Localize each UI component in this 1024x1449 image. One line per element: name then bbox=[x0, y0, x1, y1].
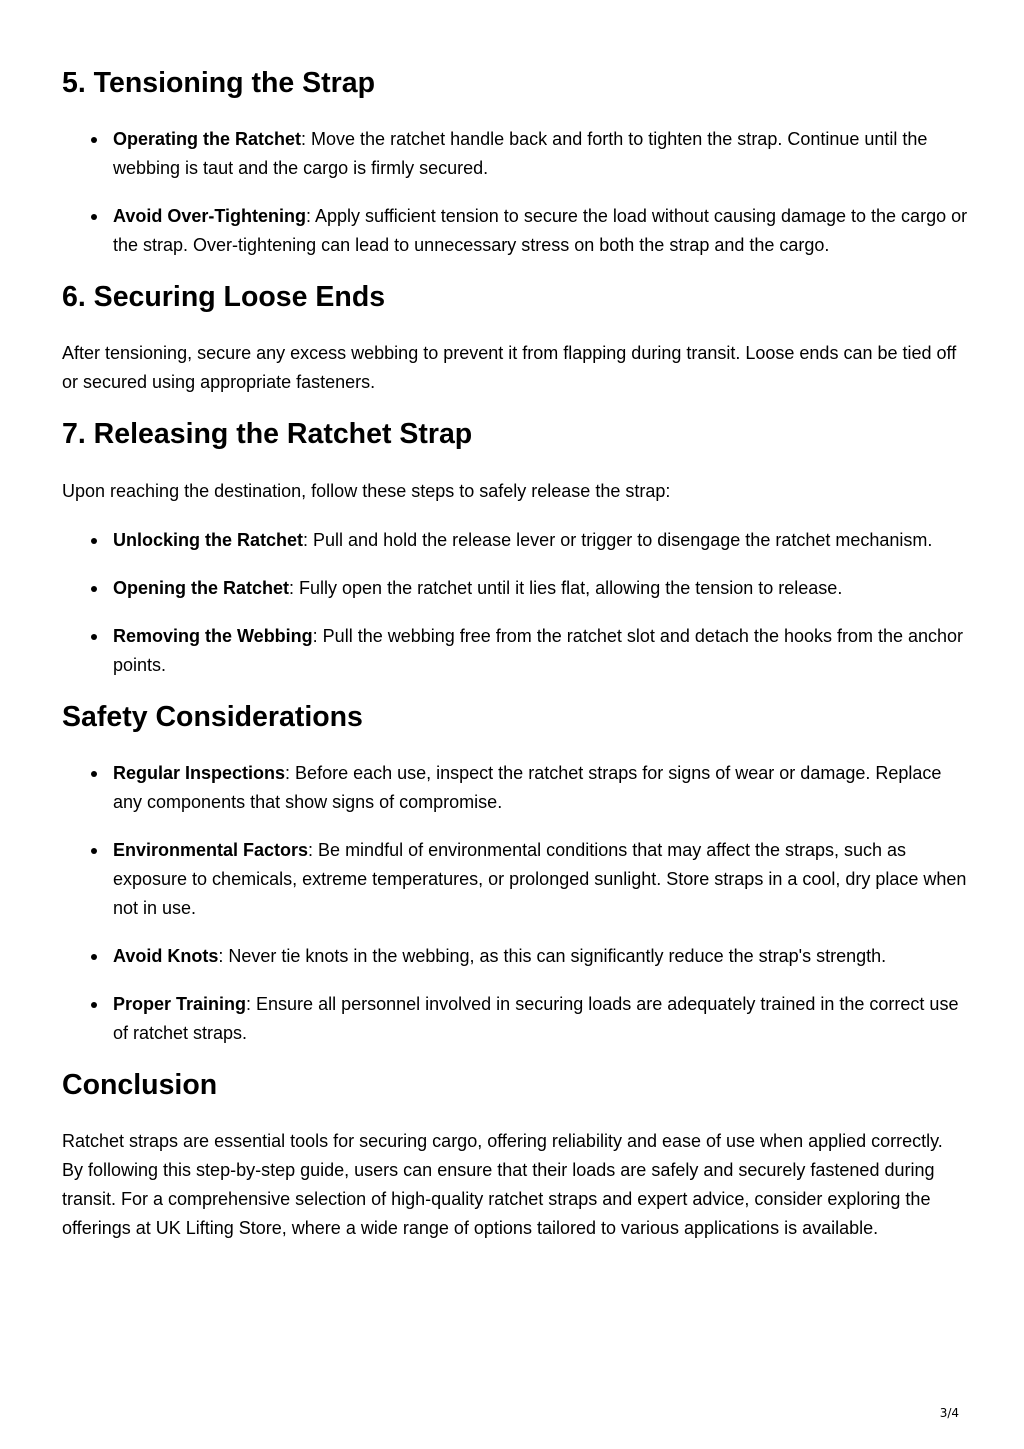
page-number: 3/4 bbox=[939, 1406, 959, 1420]
list-item bbox=[62, 125, 968, 183]
heading-tensioning-the-strap: 5. Tensioning the Strap bbox=[62, 67, 375, 99]
heading-securing-loose-ends: 6. Securing Loose Ends bbox=[62, 281, 386, 314]
list-item-term: Opening the Ratchet bbox=[113, 577, 290, 598]
loose-ends-paragraph: After tensioning, secure any excess webbing to prevent it from flapping during transit. Loose ends can be tied off or secured using appropriate fasteners. bbox=[62, 343, 957, 393]
list-item-text: : Before each use, inspect the ratchet straps for signs of wear or damage. Replace any components that show signs of compromise. bbox=[113, 762, 942, 812]
list-item-text: : Move the ratchet handle back and forth to tighten the strap. Continue until the webbing is taut and the cargo is firmly secured. bbox=[113, 129, 928, 179]
list-item-text: : Never tie knots in the webbing, as this can significantly reduce the strap's strength. bbox=[218, 945, 887, 966]
list-item-text: : Pull and hold the release lever or trigger to disengage the ratchet mechanism. bbox=[303, 529, 933, 550]
list-item bbox=[62, 942, 968, 971]
list-item bbox=[62, 202, 968, 260]
conclusion-paragraph: Ratchet straps are essential tools for securing cargo, offering reliability and ease of use when applied correctly. By following this step-by-step guide, users can ensure that their loads are safely and securely fastened during transit. For a comprehensive selection of high-quality ratchet straps and expert advice, consider exploring the offerings at UK Lifting Store, where a wide range of options tailored to various applications is available. bbox=[62, 1130, 943, 1238]
list-item-term: Regular Inspections bbox=[113, 762, 286, 783]
list-item-text: : Be mindful of environmental conditions that may affect the straps, such as exposure to chemicals, extreme temperatures, or prolonged sunlight. Store straps in a cool, dry place when not in use. bbox=[113, 839, 967, 918]
list-item-term: Unlocking the Ratchet bbox=[113, 529, 304, 550]
list-item bbox=[62, 574, 968, 603]
list-item bbox=[62, 990, 968, 1048]
list-item-term: Operating the Ratchet bbox=[113, 129, 302, 150]
list-item-text: : Ensure all personnel involved in securing loads are adequately trained in the correct use of ratchet straps. bbox=[113, 993, 959, 1043]
releasing-intro: Upon reaching the destination, follow these steps to safely release the strap: bbox=[62, 480, 671, 501]
list-item bbox=[62, 622, 968, 680]
list-item-text: : Pull the webbing free from the ratchet slot and detach the hooks from the anchor points. bbox=[113, 625, 964, 675]
list-item bbox=[62, 759, 968, 817]
list-item bbox=[62, 836, 968, 923]
list-item-term: Avoid Knots bbox=[113, 945, 219, 966]
list-item-text: : Apply sufficient tension to secure the load without causing damage to the cargo or the strap. Over-tightening can lead to unnecessary stress on both the strap and the cargo. bbox=[113, 206, 968, 256]
list-item-term: Removing the Webbing bbox=[113, 625, 313, 646]
releasing-list bbox=[62, 526, 968, 680]
heading-releasing-the-ratchet-strap: 7. Releasing the Ratchet Strap bbox=[62, 418, 473, 451]
list-item-term: Avoid Over-Tightening bbox=[113, 206, 307, 227]
tensioning-list bbox=[62, 125, 968, 260]
list-item-term: Environmental Factors bbox=[113, 839, 309, 860]
heading-safety-considerations: Safety Considerations bbox=[62, 700, 363, 733]
safety-list bbox=[62, 759, 968, 1048]
document-page bbox=[62, 66, 968, 1243]
heading-conclusion: Conclusion bbox=[62, 1068, 218, 1101]
list-item-text: : Fully open the ratchet until it lies flat, allowing the tension to release. bbox=[289, 577, 843, 598]
list-item-term: Proper Training bbox=[113, 993, 247, 1014]
list-item bbox=[62, 526, 968, 555]
